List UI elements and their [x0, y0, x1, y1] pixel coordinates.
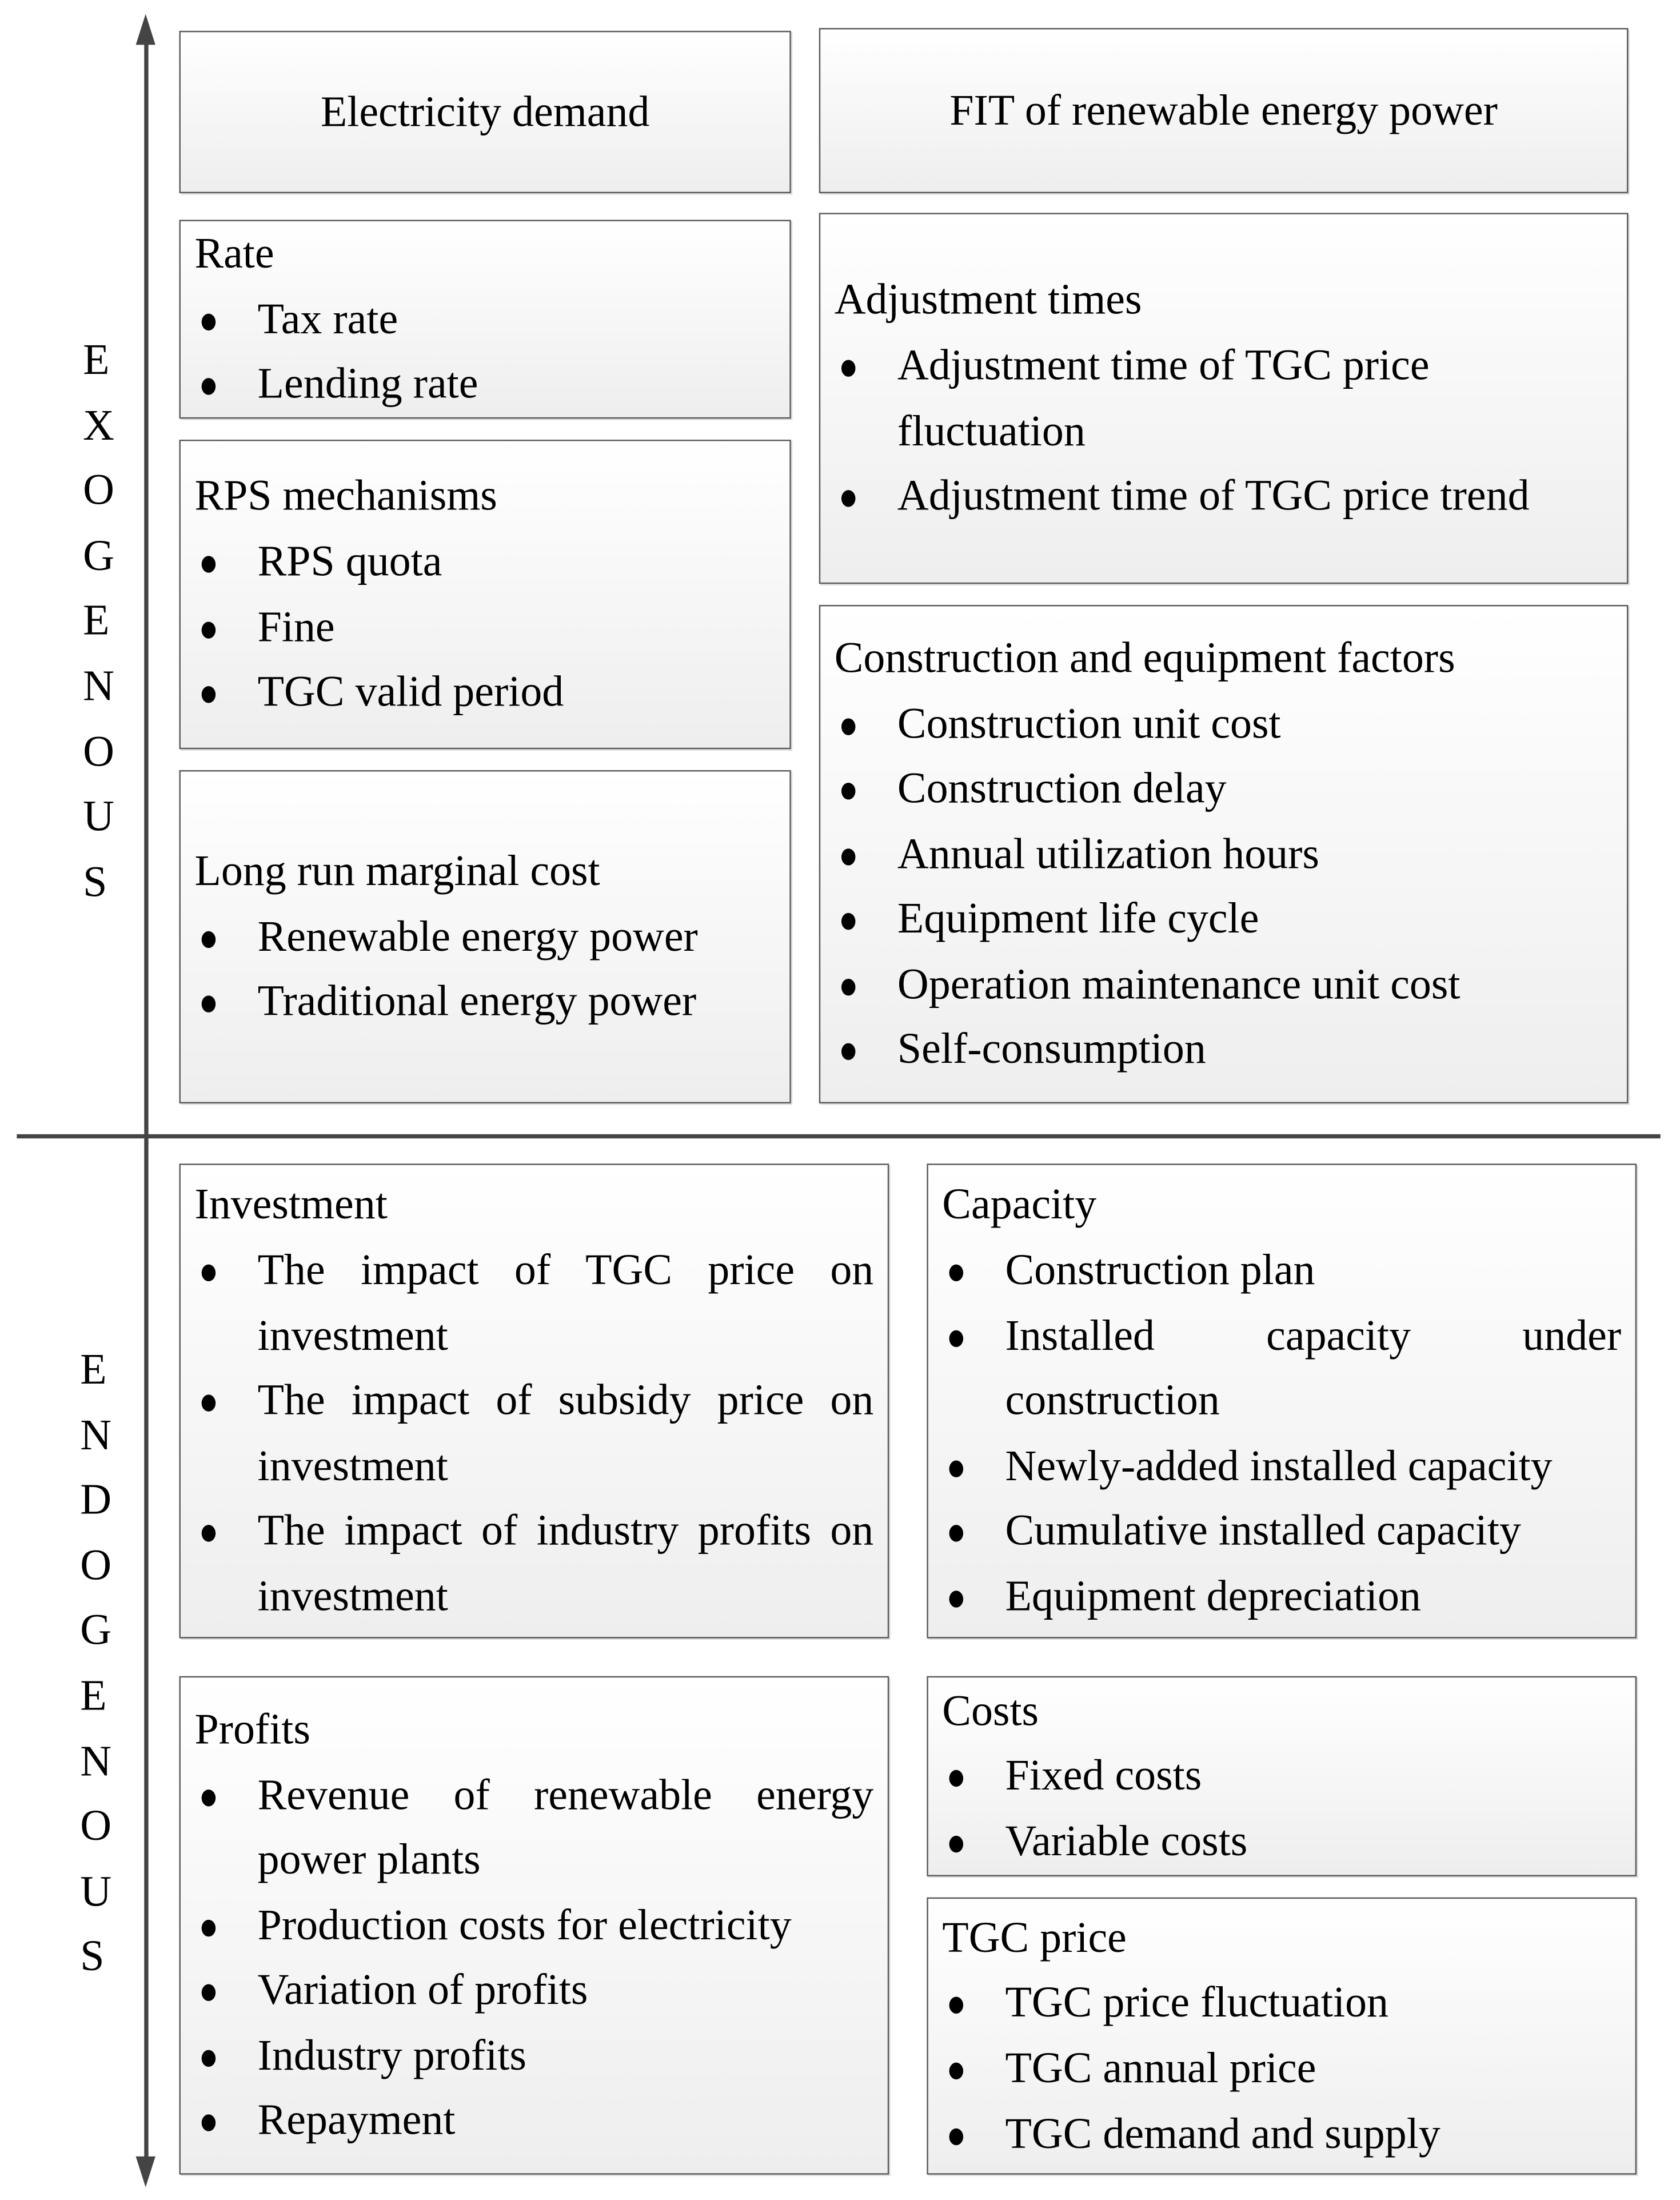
list-item: Construction unit cost: [835, 691, 1613, 756]
list-item: Construction delay: [835, 756, 1613, 822]
box-title: Long run marginal cost: [194, 846, 600, 895]
electricity-demand-box: [179, 31, 791, 193]
tgc-price-box: [927, 1898, 1637, 2175]
list-item: Repayment: [194, 2089, 873, 2154]
divider-line: [17, 1134, 1660, 1138]
list-item: TGC price fluctuation: [942, 1971, 1621, 2036]
fit-box: [819, 28, 1629, 193]
box-title: Investment: [194, 1179, 388, 1229]
adjustment-times-box: [819, 213, 1629, 584]
list-item: Self-consumption: [835, 1017, 1613, 1082]
profits-box: [179, 1676, 889, 2175]
box-title: TGC price: [942, 1912, 1127, 1962]
bullet-list: [194, 529, 775, 725]
bullet-list: [942, 1238, 1621, 1629]
list-item: Construction plan: [942, 1238, 1621, 1303]
endogenous-label: [63, 1337, 119, 1990]
axis-label-text: EXOGENOUS: [83, 334, 114, 906]
arrow-down-icon: [136, 2157, 155, 2187]
list-item: The impact of TGC price on investment: [194, 1238, 873, 1368]
list-item: TGC demand and supply: [942, 2101, 1621, 2166]
bullet-list: [194, 286, 775, 417]
vertical-axis: [144, 31, 148, 2167]
list-item: The impact of industry profits on investment: [194, 1499, 873, 1629]
box-title: RPS mechanisms: [194, 471, 497, 520]
list-item: Fixed costs: [942, 1744, 1621, 1809]
box-title: Costs: [942, 1685, 1039, 1735]
box-title: Adjustment times: [834, 274, 1142, 324]
list-item: Equipment depreciation: [942, 1564, 1621, 1629]
investment-box: [179, 1163, 889, 1638]
list-item: Adjustment time of TGC price fluctuation: [835, 333, 1613, 464]
bullet-list: [194, 904, 775, 1034]
list-item: The impact of subsidy price on investment: [194, 1368, 873, 1498]
list-item: Installed capacity under construction: [942, 1303, 1621, 1433]
bullet-list: [942, 1971, 1621, 2166]
list-item: Variation of profits: [194, 1958, 873, 2023]
bullet-list: [194, 1238, 873, 1629]
box-title: Electricity demand: [320, 86, 650, 135]
list-item: Fine: [194, 595, 775, 660]
list-item: Industry profits: [194, 2023, 873, 2089]
bullet-list: [942, 1744, 1621, 1874]
list-item: Newly-added installed capacity: [942, 1433, 1621, 1498]
box-title: Profits: [194, 1704, 310, 1753]
axis-label-text: ENDOGENOUS: [80, 1344, 112, 1981]
costs-box: [927, 1676, 1637, 1876]
list-item: RPS quota: [194, 529, 775, 595]
list-item: Annual utilization hours: [835, 822, 1613, 887]
list-item: Lending rate: [194, 352, 775, 417]
list-item: Adjustment time of TGC price trend: [835, 464, 1613, 529]
list-item: Cumulative installed capacity: [942, 1499, 1621, 1564]
list-item: TGC annual price: [942, 2036, 1621, 2101]
list-item: Renewable energy power: [194, 904, 775, 969]
exogenous-label: [66, 328, 122, 915]
list-item: Revenue of renewable energy power plants: [194, 1762, 873, 1892]
rate-box: [179, 220, 791, 419]
list-item: Traditional energy power: [194, 970, 775, 1035]
list-item: Equipment life cycle: [835, 887, 1613, 952]
list-item: TGC valid period: [194, 660, 775, 725]
construction-factors-box: [819, 605, 1629, 1103]
bullet-list: [194, 1762, 873, 2154]
box-title: Rate: [194, 228, 274, 278]
list-item: Tax rate: [194, 286, 775, 352]
list-item: Production costs for electricity: [194, 1893, 873, 1958]
bullet-list: [835, 691, 1613, 1083]
rps-mechanisms-box: [179, 440, 791, 749]
list-item: Operation maintenance unit cost: [835, 952, 1613, 1017]
list-item: Variable costs: [942, 1809, 1621, 1874]
box-title: Capacity: [942, 1179, 1097, 1229]
box-title: FIT of renewable energy power: [949, 85, 1498, 134]
capacity-box: [927, 1163, 1637, 1638]
bullet-list: [835, 333, 1613, 529]
arrow-up-icon: [136, 14, 155, 45]
box-title: Construction and equipment factors: [834, 632, 1455, 682]
long-run-marginal-cost-box: [179, 770, 791, 1103]
